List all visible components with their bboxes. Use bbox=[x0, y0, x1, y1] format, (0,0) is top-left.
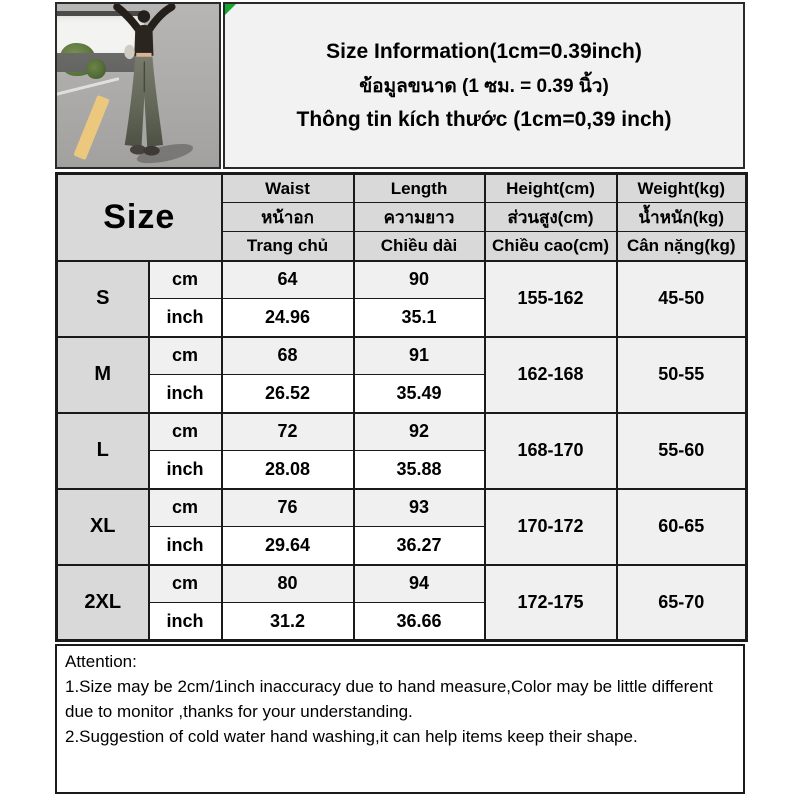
unit-cell: cm bbox=[149, 489, 222, 527]
value-cell: 72 bbox=[222, 413, 354, 451]
value-cell: 93 bbox=[354, 489, 485, 527]
value-cell: 26.52 bbox=[222, 375, 354, 413]
height-range-cell: 168-170 bbox=[485, 413, 617, 489]
unit-cell: cm bbox=[149, 337, 222, 375]
size-info-title-box bbox=[223, 2, 745, 169]
title-vietnamese: Thông tin kích thước (1cm=0,39 inch) bbox=[296, 107, 672, 131]
value-cell: 76 bbox=[222, 489, 354, 527]
title-thai: ข้อมูลขนาด (1 ซม. = 0.39 นิ้ว) bbox=[359, 75, 609, 97]
size-chart-page bbox=[55, 0, 745, 794]
col-header-length-vi: Chiều dài bbox=[354, 232, 485, 261]
col-header-waist-vi: Trang chủ bbox=[222, 232, 354, 261]
weight-range-cell: 60-65 bbox=[617, 489, 747, 565]
title-english: Size Information(1cm=0.39inch) bbox=[326, 39, 642, 63]
table-row bbox=[57, 337, 747, 375]
value-cell: 35.88 bbox=[354, 451, 485, 489]
unit-cell: inch bbox=[149, 527, 222, 565]
unit-cell: inch bbox=[149, 299, 222, 337]
value-cell: 92 bbox=[354, 413, 485, 451]
value-cell: 90 bbox=[354, 261, 485, 299]
value-cell: 28.08 bbox=[222, 451, 354, 489]
col-header-weight-th: น้ำหนัก(kg) bbox=[617, 203, 747, 232]
unit-cell: inch bbox=[149, 603, 222, 641]
col-header-waist-th: หน้าอก bbox=[222, 203, 354, 232]
attention-box bbox=[55, 644, 745, 794]
person-figure bbox=[95, 4, 193, 167]
attention-heading: Attention: bbox=[65, 652, 137, 671]
header-section bbox=[55, 2, 745, 169]
weight-range-cell: 45-50 bbox=[617, 261, 747, 337]
value-cell: 91 bbox=[354, 337, 485, 375]
corner-marker-icon bbox=[225, 4, 236, 15]
size-cell: 2XL bbox=[57, 565, 149, 641]
col-header-height-en: Height(cm) bbox=[485, 174, 617, 203]
value-cell: 29.64 bbox=[222, 527, 354, 565]
value-cell: 64 bbox=[222, 261, 354, 299]
col-header-length-th: ความยาว bbox=[354, 203, 485, 232]
value-cell: 80 bbox=[222, 565, 354, 603]
table-row bbox=[57, 413, 747, 451]
size-header-cell: Size bbox=[57, 174, 222, 261]
value-cell: 24.96 bbox=[222, 299, 354, 337]
col-header-weight-en: Weight(kg) bbox=[617, 174, 747, 203]
col-header-height-vi: Chiều cao(cm) bbox=[485, 232, 617, 261]
unit-cell: inch bbox=[149, 375, 222, 413]
table-row bbox=[57, 565, 747, 603]
col-header-height-th: ส่วนสูง(cm) bbox=[485, 203, 617, 232]
size-cell: XL bbox=[57, 489, 149, 565]
value-cell: 36.27 bbox=[354, 527, 485, 565]
value-cell: 68 bbox=[222, 337, 354, 375]
height-range-cell: 172-175 bbox=[485, 565, 617, 641]
weight-range-cell: 55-60 bbox=[617, 413, 747, 489]
table-row bbox=[57, 489, 747, 527]
product-photo bbox=[55, 2, 221, 169]
value-cell: 31.2 bbox=[222, 603, 354, 641]
attention-line-1: 1.Size may be 2cm/1inch inaccuracy due to hand measure,Color may be little different due to monitor ,thanks for your understanding. bbox=[65, 677, 713, 721]
size-table bbox=[55, 172, 748, 642]
value-cell: 94 bbox=[354, 565, 485, 603]
table-row bbox=[57, 261, 747, 299]
attention-line-2: 2.Suggestion of cold water hand washing,it can help items keep their shape. bbox=[65, 727, 638, 746]
size-cell: S bbox=[57, 261, 149, 337]
col-header-length-en: Length bbox=[354, 174, 485, 203]
header-row-english bbox=[57, 174, 747, 203]
size-cell: M bbox=[57, 337, 149, 413]
height-range-cell: 155-162 bbox=[485, 261, 617, 337]
col-header-waist-en: Waist bbox=[222, 174, 354, 203]
value-cell: 35.49 bbox=[354, 375, 485, 413]
unit-cell: inch bbox=[149, 451, 222, 489]
unit-cell: cm bbox=[149, 413, 222, 451]
weight-range-cell: 50-55 bbox=[617, 337, 747, 413]
col-header-weight-vi: Cân nặng(kg) bbox=[617, 232, 747, 261]
weight-range-cell: 65-70 bbox=[617, 565, 747, 641]
size-cell: L bbox=[57, 413, 149, 489]
value-cell: 35.1 bbox=[354, 299, 485, 337]
unit-cell: cm bbox=[149, 261, 222, 299]
unit-cell: cm bbox=[149, 565, 222, 603]
height-range-cell: 170-172 bbox=[485, 489, 617, 565]
height-range-cell: 162-168 bbox=[485, 337, 617, 413]
value-cell: 36.66 bbox=[354, 603, 485, 641]
